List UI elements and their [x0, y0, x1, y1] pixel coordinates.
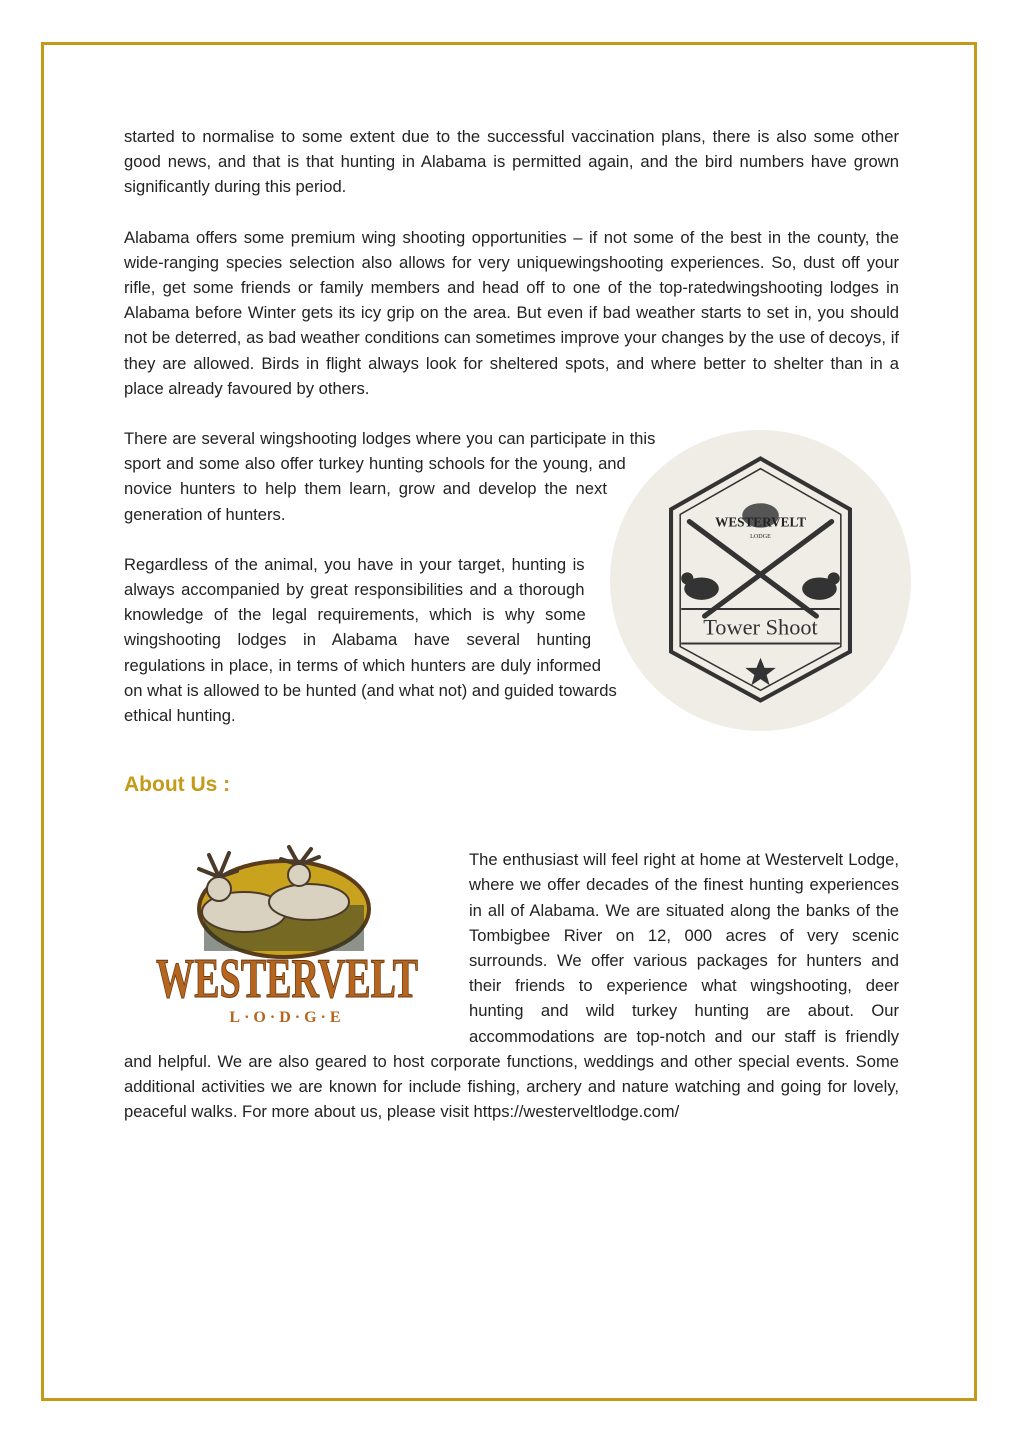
westervelt-lodge-logo [149, 847, 429, 1042]
about-us-heading: About Us : [124, 773, 231, 797]
paragraph-alabama: Alabama offers some premium wing shooting opportunities – if not some of the best in the county, the wide-ranging species selection also allows for very uniquewingshooting experiences. So, dust off your rifle, get some friends or family members and head off to one of the top-ratedwingshooting lodges in Alabama before Winter gets its icy grip on the area. But even if bad weather starts to set in, you should not be deterred, as bad weather conditions can sometimes improve your changes by the use of decoys, if they are allowed. Birds in flight always look for sheltered spots, and where better to shelter than in a place already favoured by others. [124, 227, 899, 398]
paragraph-intro: started to normalise to some extent due to the successful vaccination plans, there is also some other good news, and that is that hunting in Alabama is permitted again, and the bird numbers have grown significantly during this period. [124, 127, 899, 197]
paragraph-about: The enthusiast will feel right at home at Westervelt Lodge, where we offer decades of the finest hunting experiences in all of Alabama. We are situated along the banks of the Tombigbee River on 12, 000 acres of very scenic surrounds. We offer various packages for hunters and their friends to experience what wingshooting, deer hunting and wild turkey hunting are about. Our accommodations are top-notch and our staff is friendly and helpful. We are also geared to host corporate functions, weddings and other special events. Some additional activities we are known for include fishing, archery and nature watching and going for lovely, peaceful walks. For more about us, please visit https://westerveltlodge.com/ [124, 850, 899, 1122]
logo-wordmark-text: WESTERVELT [156, 948, 418, 1011]
document-body [124, 124, 899, 1150]
badge-brand-text: WESTERVELT [715, 514, 806, 530]
paragraph-regulations: Regardless of the animal, you have in your target, hunting is always accompanied by great responsibilities and a thorough knowledge of the legal requirements, which is why some wingshooting lodges in Alabama have several hunting regulations in place, in terms of which hunters are duly informed on what is allowed to be hunted (and what not) and guided towards ethical hunting. [124, 554, 617, 726]
paragraph-lodges: There are several wingshooting lodges where you can participate in this sport and some also offer turkey hunting schools for the young, and novice hunters to help them learn, grow and develop the next generation of hunters. [124, 429, 656, 524]
badge-label-text: Tower Shoot [703, 614, 818, 640]
tower-shoot-badge-image [608, 428, 913, 733]
badge-sub-text: LODGE [750, 533, 771, 540]
logo-sub-text: L·O·D·G·E [229, 1009, 345, 1027]
